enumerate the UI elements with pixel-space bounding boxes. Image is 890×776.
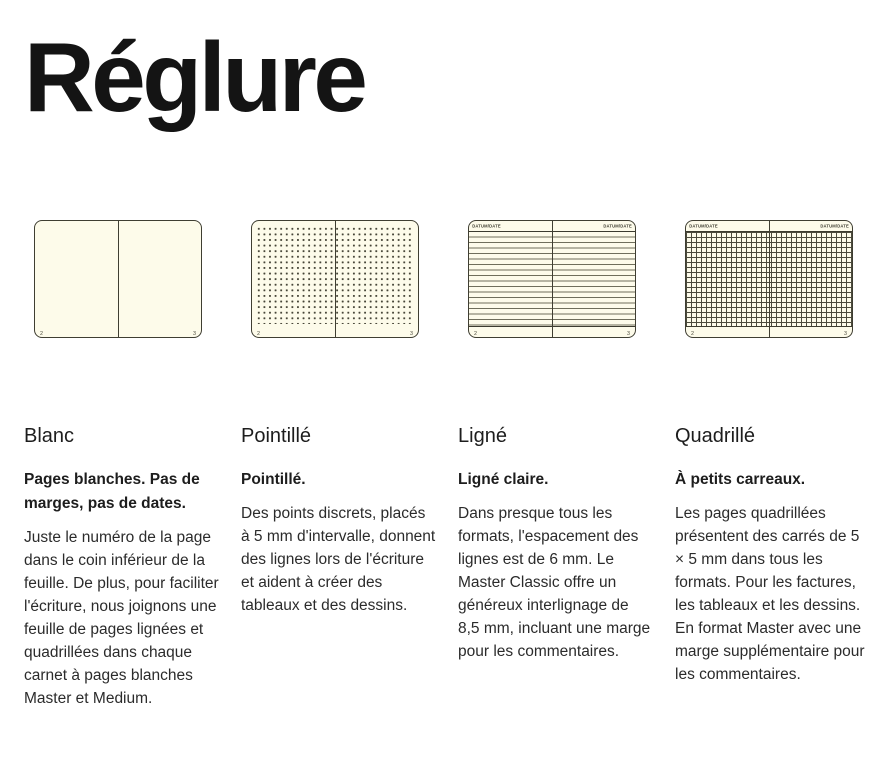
ligne-preview-image [468, 220, 636, 338]
ruling-subheading-ligne: Ligné claire. [458, 471, 549, 488]
ruling-heading-blanc: Blanc [24, 425, 75, 447]
ruling-description-ligne: Dans presque tous les formats, l'espacement des lignes est de 6 mm. Le Master Classic offre un généreux interlignage de 8,5 mm, incluant une marge pour les commentaires. [458, 505, 651, 660]
page-number-right: 3 [843, 330, 847, 336]
ruling-card-blanc [24, 126, 220, 710]
ruling-description-blanc: Juste le numéro de la page dans le coin inférieur de la feuille. De plus, pour faciliter l'écriture, nous joignons une feuille de pages lignées et quadrillées dans chaque carnet à pages blanches Master et Medium. [24, 529, 219, 707]
page-number-left: 2 [474, 330, 478, 336]
ruling-description-quadrille: Les pages quadrillées présentent des carrés de 5 × 5 mm dans tous les formats. Pour les factures, les tableaux et les dessins. En format Master avec une marge supplémentaire pour les commentaires. [675, 505, 865, 683]
page-number-right: 3 [192, 330, 196, 336]
center-divider [552, 221, 553, 337]
blanc-preview-image [34, 220, 202, 338]
center-divider [335, 221, 336, 337]
datum-date-label: DATUM/DATE [689, 223, 718, 229]
page-number-right: 3 [626, 330, 630, 336]
ruling-card-pointille [241, 126, 437, 710]
pointille-preview-image [251, 220, 419, 338]
ruling-heading-pointille: Pointillé [241, 425, 312, 447]
quadrille-preview-image [685, 220, 853, 338]
ruling-subheading-quadrille: À petits carreaux. [675, 471, 806, 488]
page-title: Réglure [24, 22, 365, 132]
center-divider [118, 221, 119, 337]
ruling-heading-ligne: Ligné [458, 425, 507, 447]
ruling-heading-quadrille: Quadrillé [675, 425, 756, 447]
datum-date-label: DATUM/DATE [603, 223, 632, 229]
page-number-left: 2 [40, 330, 44, 336]
ruling-card-quadrille [675, 126, 871, 710]
datum-date-label: DATUM/DATE [820, 223, 849, 229]
datum-date-label: DATUM/DATE [472, 223, 501, 229]
page-number-left: 2 [257, 330, 261, 336]
page-number-right: 3 [409, 330, 413, 336]
page-number-left: 2 [691, 330, 695, 336]
ruling-card-ligne [458, 126, 654, 710]
ruling-cards-grid [0, 126, 890, 710]
ruling-subheading-pointille: Pointillé. [241, 471, 306, 488]
ruling-subheading-blanc: Pages blanches. Pas de marges, pas de dates. [24, 471, 200, 512]
ruling-description-pointille: Des points discrets, placés à 5 mm d'intervalle, donnent des lignes lors de l'écriture et aident à créer des tableaux et des dessins. [241, 505, 436, 614]
center-divider [769, 221, 770, 337]
